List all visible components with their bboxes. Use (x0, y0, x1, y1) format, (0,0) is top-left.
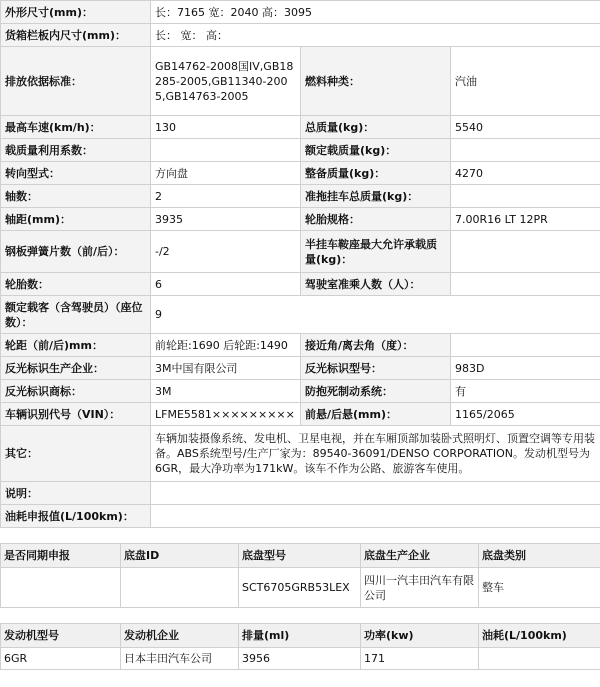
section-gap-2 (0, 608, 600, 623)
emission-value: GB14762-2008国IV,GB18285-2005,GB11340-2005,GB14763-2005 (151, 47, 301, 116)
tire-count-value: 6 (151, 273, 301, 296)
chassis-header-sync: 是否同期申报 (1, 544, 121, 568)
curb-mass-label: 整备质量(kg)： (301, 162, 451, 185)
engine-model-value: 6GR (1, 648, 121, 670)
saddle-load-label: 半挂车鞍座最大允许承载质量(kg)： (301, 231, 451, 273)
row-track (1, 334, 600, 357)
engine-fuel-value (479, 648, 600, 670)
engine-header-displacement: 排量(ml) (239, 624, 361, 648)
approach-angle-label: 接近角/离去角（度）： (301, 334, 451, 357)
approach-angle-value (451, 334, 600, 357)
rated-load-label: 额定载质量(kg)： (301, 139, 451, 162)
row-vin (1, 403, 600, 426)
cargo-value: 长： 宽： 高： (151, 24, 600, 47)
row-steering (1, 162, 600, 185)
reflect-brand-label: 反光标识商标： (1, 380, 151, 403)
engine-displacement-value: 3956 (239, 648, 361, 670)
other-value: 车辆加装摄像系统、发电机、卫星电视，并在车厢顶部加装卧式照明灯、顶置空调等专用装备。ABS系统型号/生产厂家为：89540-36091/DENSO CORPORATION。发动机型号为6GR，最大净功率为171kW。该车不作为公路、旅游客车使用。 (151, 426, 600, 482)
fuel-decl-value (151, 505, 600, 528)
chassis-id-value (121, 568, 239, 608)
row-other (1, 426, 600, 482)
engine-header-power: 功率(kw) (361, 624, 479, 648)
engine-data-row (1, 648, 600, 670)
trailer-mass-label: 准拖挂车总质量(kg)： (301, 185, 451, 208)
overhang-value: 1165/2065 (451, 403, 600, 426)
chassis-table (0, 543, 600, 608)
tire-count-label: 轮胎数： (1, 273, 151, 296)
row-note (1, 482, 600, 505)
section-gap (0, 528, 600, 543)
gross-mass-value: 5540 (451, 116, 600, 139)
wheelbase-label: 轴距(mm)： (1, 208, 151, 231)
reflect-model-value: 983D (451, 357, 600, 380)
chassis-model-value: SCT6705GRB53LEX (239, 568, 361, 608)
chassis-header-type: 底盘类别 (479, 544, 600, 568)
load-factor-label: 载质量利用系数： (1, 139, 151, 162)
row-tires (1, 273, 600, 296)
saddle-load-value (451, 231, 600, 273)
steering-value: 方向盘 (151, 162, 301, 185)
vin-label: 车辆识别代号（VIN）： (1, 403, 151, 426)
row-load-factor (1, 139, 600, 162)
chassis-header-mfr: 底盘生产企业 (361, 544, 479, 568)
cargo-label: 货箱栏板内尺寸(mm)： (1, 24, 151, 47)
row-springs (1, 231, 600, 273)
reflect-mfr-label: 反光标识生产企业： (1, 357, 151, 380)
abs-label: 防抱死制动系统： (301, 380, 451, 403)
engine-power-value: 171 (361, 648, 479, 670)
note-label: 说明： (1, 482, 151, 505)
other-label: 其它： (1, 426, 151, 482)
engine-header-mfr: 发动机企业 (121, 624, 239, 648)
rated-load-value (451, 139, 600, 162)
chassis-data-row (1, 568, 600, 608)
max-speed-label: 最高车速(km/h)： (1, 116, 151, 139)
springs-value: -/2 (151, 231, 301, 273)
reflect-mfr-value: 3M中国有限公司 (151, 357, 301, 380)
steering-label: 转向型式： (1, 162, 151, 185)
engine-header-model: 发动机型号 (1, 624, 121, 648)
reflect-model-label: 反光标识型号： (301, 357, 451, 380)
note-value (151, 482, 600, 505)
axles-label: 轴数： (1, 185, 151, 208)
tire-spec-label: 轮胎规格： (301, 208, 451, 231)
fuel-type-label: 燃料种类： (301, 47, 451, 116)
reflect-brand-value: 3M (151, 380, 301, 403)
curb-mass-value: 4270 (451, 162, 600, 185)
dims-label: 外形尺寸(mm)： (1, 1, 151, 24)
gross-mass-label: 总质量(kg)： (301, 116, 451, 139)
fuel-decl-label: 油耗申报值(L/100km)： (1, 505, 151, 528)
seats-value: 9 (151, 296, 600, 334)
load-factor-value (151, 139, 301, 162)
track-value: 前轮距:1690 后轮距:1490 (151, 334, 301, 357)
overhang-label: 前悬/后悬(mm)： (301, 403, 451, 426)
chassis-type-value: 整车 (479, 568, 600, 608)
fuel-type-value: 汽油 (451, 47, 600, 116)
engine-mfr-value: 日本丰田汽车公司 (121, 648, 239, 670)
row-speed (1, 116, 600, 139)
track-label: 轮距（前/后)mm： (1, 334, 151, 357)
max-speed-value: 130 (151, 116, 301, 139)
row-seats (1, 296, 600, 334)
engine-table (0, 623, 600, 670)
dims-value: 长：7165 宽：2040 高：3095 (151, 1, 600, 24)
abs-value: 有 (451, 380, 600, 403)
engine-header-row (1, 624, 600, 648)
chassis-sync-value (1, 568, 121, 608)
row-fuel-decl (1, 505, 600, 528)
row-wheelbase (1, 208, 600, 231)
wheelbase-value: 3935 (151, 208, 301, 231)
tire-spec-value: 7.00R16 LT 12PR (451, 208, 600, 231)
cab-capacity-label: 驾驶室准乘人数（人）： (301, 273, 451, 296)
row-dims (1, 1, 600, 24)
engine-header-fuel: 油耗(L/100km) (479, 624, 600, 648)
trailer-mass-value (451, 185, 600, 208)
chassis-header-model: 底盘型号 (239, 544, 361, 568)
chassis-mfr-value: 四川一汽丰田汽车有限公司 (361, 568, 479, 608)
row-axles (1, 185, 600, 208)
seats-label: 额定载客（含驾驶员）（座位数）： (1, 296, 151, 334)
axles-value: 2 (151, 185, 301, 208)
row-reflect-brand (1, 380, 600, 403)
emission-label: 排放依据标准： (1, 47, 151, 116)
chassis-header-id: 底盘ID (121, 544, 239, 568)
springs-label: 钢板弹簧片数（前/后）： (1, 231, 151, 273)
vin-value: LFME5581××××××××× (151, 403, 301, 426)
row-reflect-mfr (1, 357, 600, 380)
chassis-header-row (1, 544, 600, 568)
row-emission (1, 47, 600, 116)
cab-capacity-value (451, 273, 600, 296)
row-cargo (1, 24, 600, 47)
